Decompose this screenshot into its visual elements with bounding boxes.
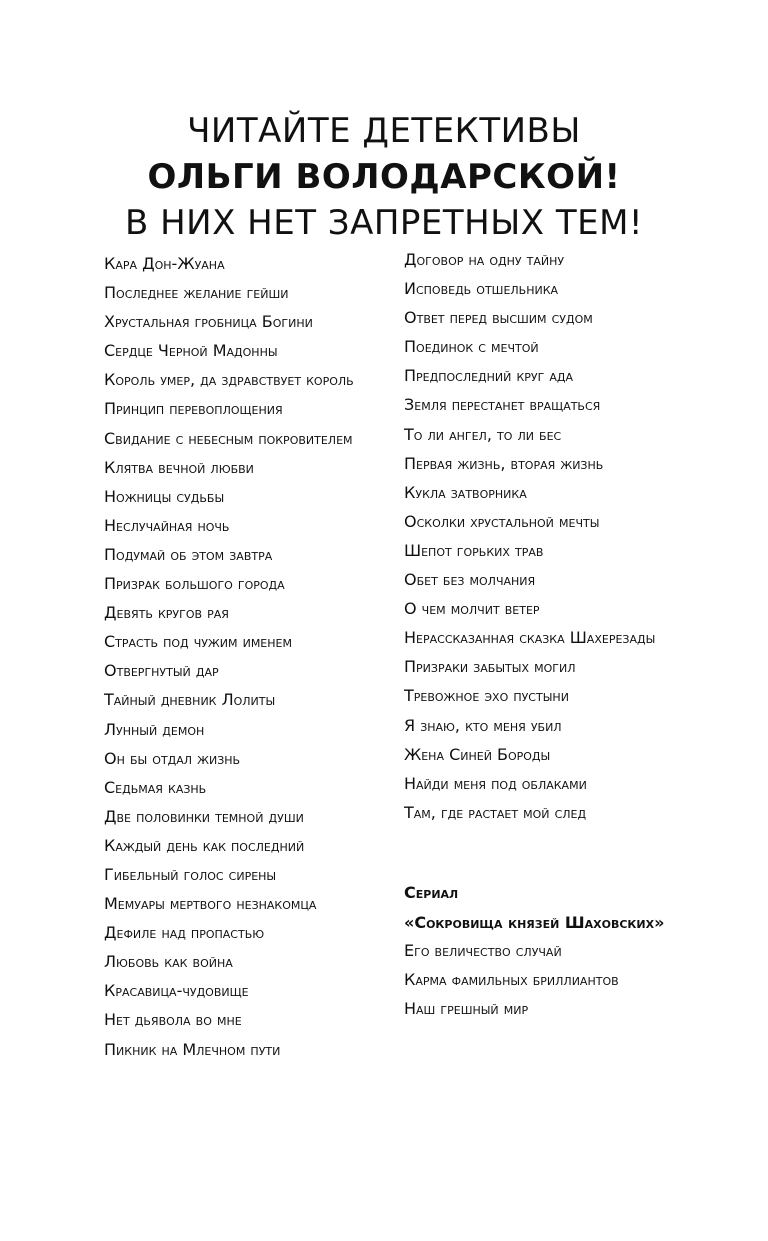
book-title: Мемуары мертвого незнакомца: [104, 894, 317, 914]
book-title: Шепот горьких трав: [404, 540, 544, 560]
book-title: Ответ перед высшим судом: [404, 308, 593, 328]
book-title: Король умер, да здравствует король: [104, 370, 354, 390]
book-title: Последнее желание гейши: [104, 283, 289, 303]
book-title: Предпоследний круг ада: [404, 366, 574, 386]
book-title: Его величество случай: [404, 941, 562, 960]
book-title: Земля перестанет вращаться: [404, 395, 601, 415]
book-title: Найди меня под облаками: [404, 773, 587, 793]
book-title: Исповедь отшельника: [404, 279, 559, 299]
serial-section: [404, 882, 704, 1028]
book-title: Две половинки темной души: [104, 806, 304, 826]
book-title: Красавица-чудовище: [104, 981, 249, 1001]
left-title-list: [104, 254, 384, 1069]
book-title: Любовь как война: [104, 952, 233, 972]
book-title: Подумай об этом завтра: [104, 544, 273, 564]
book-title: Сердце Черной Мадонны: [104, 341, 278, 361]
book-title: Дефиле над пропастью: [104, 923, 265, 943]
serial-heading: Сериал: [404, 883, 459, 902]
page-heading: [0, 108, 768, 246]
book-title: Кара Дон-Жуана: [104, 254, 225, 273]
book-title: Каждый день как последний: [104, 835, 305, 855]
book-title: Карма фамильных бриллиантов: [404, 970, 619, 990]
heading-line-1: ЧИТАЙТЕ ДЕТЕКТИВЫ: [187, 111, 581, 151]
book-title: Пикник на Млечном пути: [104, 1039, 281, 1059]
book-title: Принцип перевоплощения: [104, 399, 283, 419]
book-title: Нерассказанная сказка Шахерезады: [404, 628, 656, 648]
book-title: Лунный демон: [104, 719, 205, 739]
heading-line-3: В НИХ НЕТ ЗАПРЕТНЫХ ТЕМ!: [124, 203, 644, 243]
book-title: Договор на одну тайну: [404, 250, 565, 269]
book-title: Там, где растает мой след: [404, 802, 587, 822]
book-title: Неслучайная ночь: [104, 515, 230, 535]
serial-title-list: [404, 941, 704, 1020]
book-title: Тайный дневник Лолиты: [104, 690, 276, 710]
book-title: Обет без молчания: [404, 570, 536, 590]
book-title: Хрустальная гробница Богини: [104, 312, 313, 332]
book-title: Жена Синей Бороды: [404, 744, 551, 764]
book-title: Седьмая казнь: [104, 777, 207, 797]
heading-line-2: ОЛЬГИ ВОЛОДАРСКОЙ!: [147, 157, 621, 197]
book-title: Нет дьявола во мне: [104, 1010, 242, 1030]
book-title: Клятва вечной любви: [104, 457, 254, 477]
series-name: «Сокровища князей Шаховских»: [404, 913, 665, 932]
book-title: О чем молчит ветер: [404, 599, 540, 619]
book-title: Он бы отдал жизнь: [104, 748, 241, 768]
book-title: Первая жизнь, вторая жизнь: [404, 453, 604, 473]
right-title-list: [404, 250, 704, 832]
book-title: Я знаю, кто меня убил: [404, 715, 562, 735]
book-title: Поединок с мечтой: [404, 337, 539, 357]
book-title: Ножницы судьбы: [104, 486, 225, 506]
book-title: Отвергнутый дар: [104, 661, 219, 681]
book-title: Страсть под чужим именем: [104, 632, 292, 652]
book-title: Кукла затворника: [404, 482, 527, 502]
book-title: Тревожное эхо пустыни: [404, 686, 569, 706]
book-title: Гибельный голос сирены: [104, 864, 277, 884]
book-title: Осколки хрустальной мечты: [404, 511, 600, 531]
book-title: Свидание с небесным покровителем: [104, 428, 353, 448]
book-title: Призрак большого города: [104, 574, 285, 594]
book-title: Призраки забытых могил: [404, 657, 576, 677]
book-title: Девять кругов рая: [104, 603, 229, 623]
book-title: Наш грешный мир: [404, 999, 529, 1019]
book-title: То ли ангел, то ли бес: [404, 424, 562, 444]
